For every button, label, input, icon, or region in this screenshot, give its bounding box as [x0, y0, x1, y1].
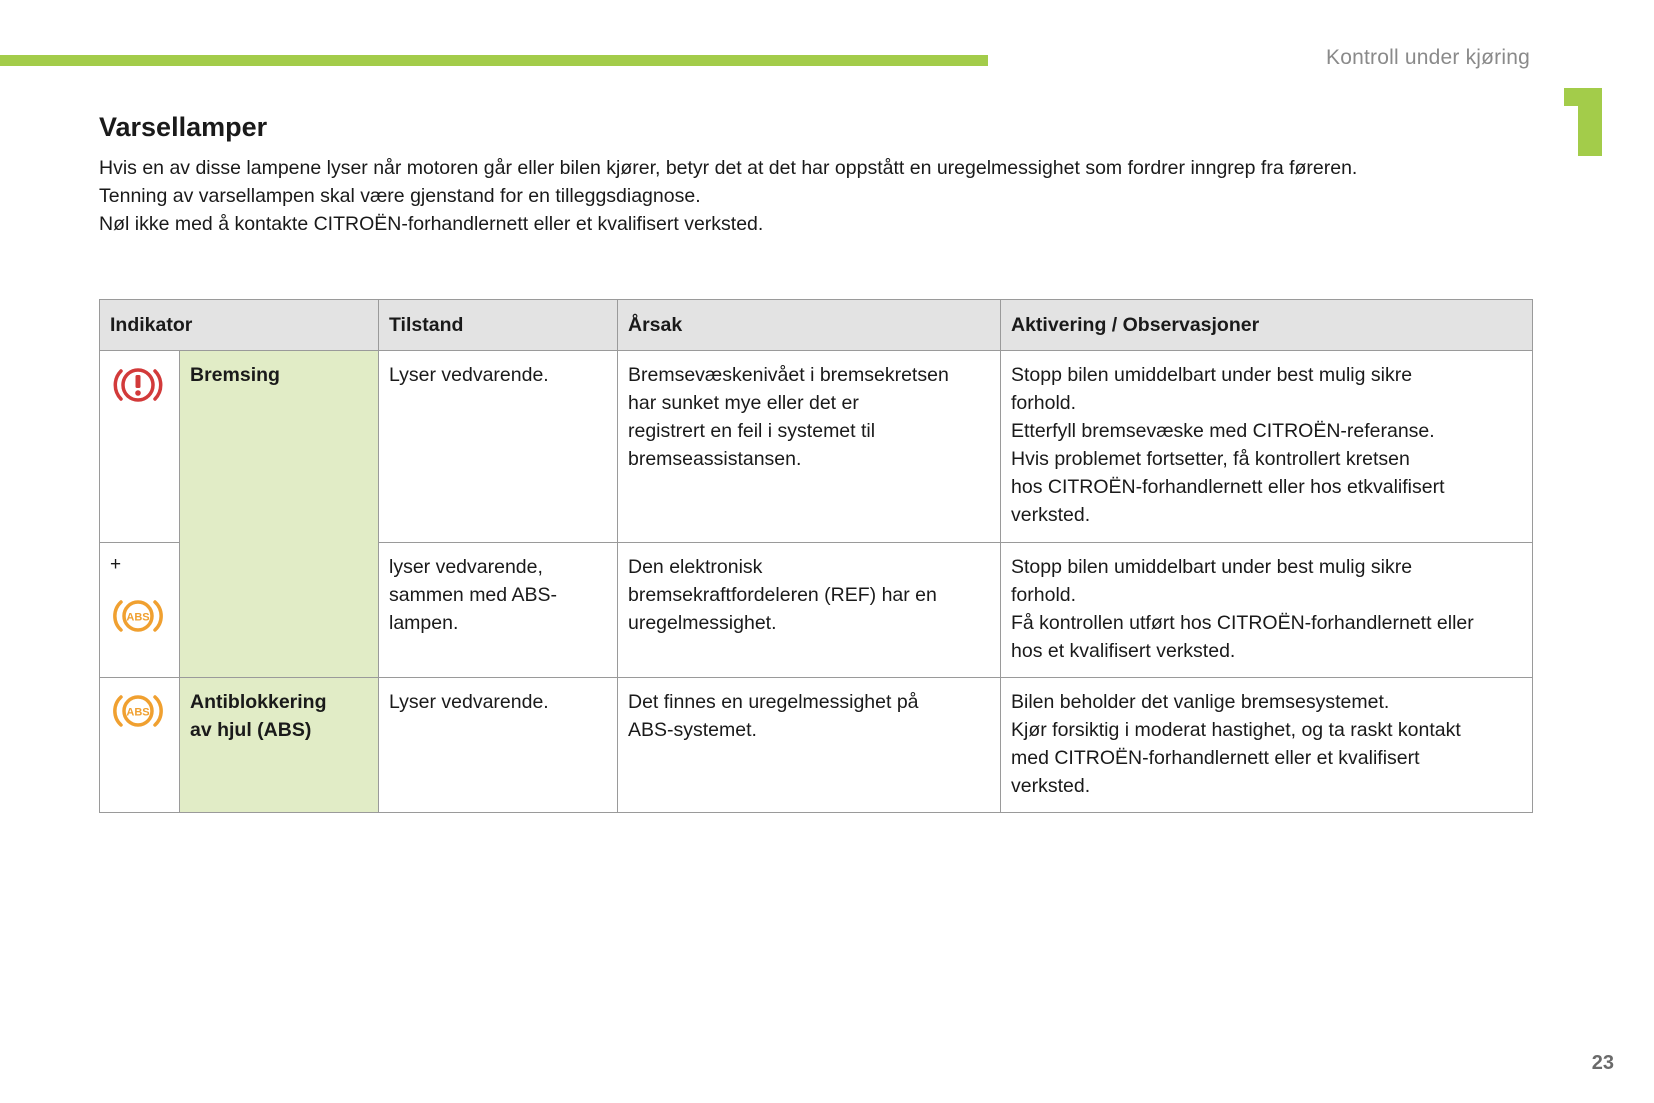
abs-warning-icon [110, 593, 166, 639]
abs-icon-text: ABS [126, 611, 150, 624]
indicator-name: Antiblokkering [190, 691, 327, 713]
action-line: verksted. [1011, 504, 1091, 526]
header-indicator: Indikator [100, 300, 379, 351]
action-line: forhold. [1011, 584, 1077, 606]
table-row [100, 678, 1533, 813]
cause-cell [618, 543, 1001, 678]
action-line: verksted. [1011, 775, 1091, 797]
action-line: Få kontrollen utført hos CITROËN-forhandlernett eller [1011, 612, 1474, 634]
indicator-name-cell [180, 678, 379, 813]
warning-lamps-table [99, 299, 1533, 813]
indicator-name: av hjul (ABS) [190, 719, 312, 741]
state-line: lyser vedvarende, [389, 556, 543, 578]
header-state: Tilstand [379, 300, 618, 351]
action-cell [1001, 351, 1533, 543]
indicator-name: Bremsing [190, 364, 280, 386]
abs-warning-icon [110, 688, 166, 734]
chapter-number-marker [1562, 86, 1620, 158]
brake-warning-icon [110, 361, 166, 409]
indicator-icon-cell [100, 543, 180, 678]
header-action: Aktivering / Observasjoner [1001, 300, 1533, 351]
table-header-row [100, 300, 1533, 351]
cause-cell [618, 351, 1001, 543]
abs-icon-text: ABS [126, 706, 150, 719]
action-line: Stopp bilen umiddelbart under best mulig sikre [1011, 556, 1413, 578]
cause-line: Bremsevæskenivået i bremsekretsen [628, 364, 949, 386]
cause-line: har sunket mye eller det er [628, 392, 859, 414]
state-cell [379, 543, 618, 678]
action-line: Kjør forsiktig i moderat hastighet, og ta raskt kontakt [1011, 719, 1461, 741]
action-line: hos et kvalifisert verksted. [1011, 640, 1236, 662]
indicator-icon-cell [100, 678, 180, 813]
intro-line: Nøl ikke med å kontakte CITROËN-forhandlernett eller et kvalifisert verksted. [99, 213, 764, 235]
cause-line: bremseassistansen. [628, 448, 802, 470]
action-cell [1001, 678, 1533, 813]
state-line: sammen med ABS- [389, 584, 557, 606]
indicator-icon-cell [100, 351, 180, 543]
page-title: Varsellamper [99, 112, 268, 142]
cause-line: ABS-systemet. [628, 719, 757, 741]
plus-sign: + [110, 554, 122, 575]
section-title: Kontroll under kjøring [1326, 46, 1530, 69]
intro-line: Tenning av varsellampen skal være gjenstand for en tilleggsdiagnose. [99, 185, 701, 207]
intro-line: Hvis en av disse lampene lyser når motoren går eller bilen kjører, betyr det at det har oppstått en uregelmessighet som fordrer inngrep fra føreren. [99, 157, 1358, 179]
action-line: hos CITROËN-forhandlernett eller hos etkvalifisert [1011, 476, 1445, 498]
table-row [100, 351, 1533, 543]
cause-cell [618, 678, 1001, 813]
action-line: Hvis problemet fortsetter, få kontrollert kretsen [1011, 448, 1410, 470]
state-line: lampen. [389, 612, 459, 634]
cause-line: uregelmessighet. [628, 612, 777, 634]
cause-line: Det finnes en uregelmessighet på [628, 691, 919, 713]
header-accent-bar [0, 55, 988, 66]
intro-text [99, 154, 1357, 238]
indicator-name-cell [180, 351, 379, 678]
state-cell: Lyser vedvarende. [379, 678, 618, 813]
action-line: forhold. [1011, 392, 1077, 414]
action-line: Etterfyll bremsevæske med CITROËN-referanse. [1011, 420, 1435, 442]
cause-line: bremsekraftfordeleren (REF) har en [628, 584, 937, 606]
page-number: 23 [1591, 1052, 1614, 1074]
header-cause: Årsak [618, 300, 1001, 351]
cause-line: registrert en feil i systemet til [628, 420, 876, 442]
action-cell [1001, 543, 1533, 678]
cause-line: Den elektronisk [628, 556, 763, 578]
action-line: Bilen beholder det vanlige bremsesystemet. [1011, 691, 1390, 713]
state-cell: Lyser vedvarende. [379, 351, 618, 543]
action-line: med CITROËN-forhandlernett eller et kvalifisert [1011, 747, 1420, 769]
action-line: Stopp bilen umiddelbart under best mulig sikre [1011, 364, 1413, 386]
